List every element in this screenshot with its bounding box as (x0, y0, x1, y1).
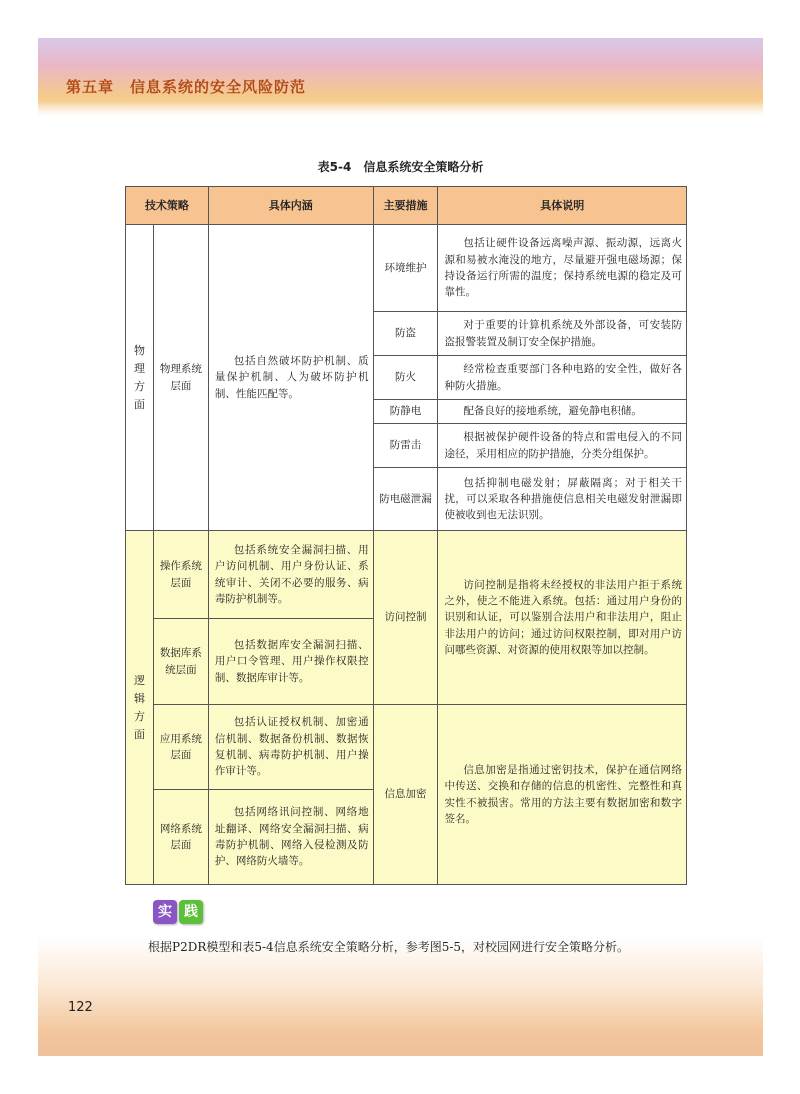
measure-name: 防盗 (373, 312, 438, 356)
chapter-title: 第五章 信息系统的安全风险防范 (66, 78, 307, 96)
measure-desc: 包括抑制电磁发射；屏蔽隔离；对于相关干扰，可以采取各种措施使信息相关电磁发射泄漏即使被收到也无法识别。 (438, 468, 687, 531)
measure-name: 信息加密 (373, 705, 438, 885)
level-cell: 数据库系统层面 (153, 619, 208, 705)
table-row (126, 531, 687, 619)
table-header-row (126, 187, 687, 225)
column-header: 技术策略 (126, 187, 209, 225)
content-cell: 包括系统安全漏洞扫描、用户访问机制、用户身份认证、系统审计、关闭不必要的服务、病毒防护机制等。 (208, 531, 373, 619)
aspect-label: 物理方面 (133, 343, 145, 411)
level-cell: 操作系统层面 (153, 531, 208, 619)
table-row (126, 705, 687, 790)
aspect-cell-physical (126, 225, 154, 531)
measure-name: 环境维护 (373, 225, 438, 312)
content-cell: 包括网络讯问控制、网络地址翻译、网络安全漏洞扫描、病毒防护机制、网络入侵检测及防护、网络防火墙等。 (208, 790, 373, 885)
measure-desc: 配备良好的接地系统，避免静电积储。 (438, 400, 687, 424)
measure-desc: 信息加密是指通过密钥技术，保护在通信网络中传送、交换和存储的信息的机密性、完整性和真实性不被损害。常用的方法主要有数据加密和数字签名。 (438, 705, 687, 885)
measure-name: 防静电 (373, 400, 438, 424)
measure-desc: 根据被保护硬件设备的特点和雷电侵入的不同途径，采用相应的防护措施，分类分组保护。 (438, 424, 687, 468)
page-number: 122 (68, 1000, 93, 1015)
practice-badge (153, 900, 203, 924)
aspect-label: 逻辑方面 (133, 673, 145, 741)
table-row (126, 225, 687, 312)
practice-badge-char: 践 (179, 900, 203, 924)
measure-name: 防电磁泄漏 (373, 468, 438, 531)
measure-desc: 对于重要的计算机系统及外部设备，可安装防盗报警装置及制订安全保护措施。 (438, 312, 687, 356)
table-caption: 表5-4 信息系统安全策略分析 (317, 160, 484, 174)
aspect-cell-logical (126, 531, 154, 885)
column-header: 具体说明 (438, 187, 687, 225)
column-header: 主要措施 (373, 187, 438, 225)
column-header: 具体内涵 (208, 187, 373, 225)
content-cell: 包括认证授权机制、加密通信机制、数据备份机制、数据恢复机制、病毒防护机制、用户操作审计等。 (208, 705, 373, 790)
textbook-page (38, 38, 763, 1056)
practice-badge-char: 实 (153, 900, 177, 924)
measure-name: 防火 (373, 356, 438, 400)
measure-desc: 包括让硬件设备远离噪声源、振动源，远离火源和易被水淹没的地方，尽量避开强电磁场源；保持设备运行所需的温度；保持系统电源的稳定及可靠性。 (438, 225, 687, 312)
measure-desc: 经常检查重要部门各种电路的安全性，做好各种防火措施。 (438, 356, 687, 400)
measure-desc: 访问控制是指将未经授权的非法用户拒于系统之外，使之不能进入系统。包括：通过用户身份的识别和认证，可以鉴别合法用户和非法用户，阻止非法用户的访问；通过访问权限控制，即对用户访问哪些资源、对资源的使用权限等加以控制。 (438, 531, 687, 705)
practice-text: 根据P2DR模型和表5-4信息系统安全策略分析，参考图5-5，对校园网进行安全策略分析。 (148, 940, 630, 954)
content-cell-physical: 包括自然破坏防护机制、质量保护机制、人为破坏防护机制、性能匹配等。 (208, 225, 373, 531)
level-cell: 应用系统层面 (153, 705, 208, 790)
measure-name: 防雷击 (373, 424, 438, 468)
level-cell-physical: 物理系统层面 (153, 225, 208, 531)
content-cell: 包括数据库安全漏洞扫描、用户口令管理、用户操作权限控制、数据库审计等。 (208, 619, 373, 705)
measure-name: 访问控制 (373, 531, 438, 705)
level-cell: 网络系统层面 (153, 790, 208, 885)
security-strategy-table (125, 186, 687, 885)
